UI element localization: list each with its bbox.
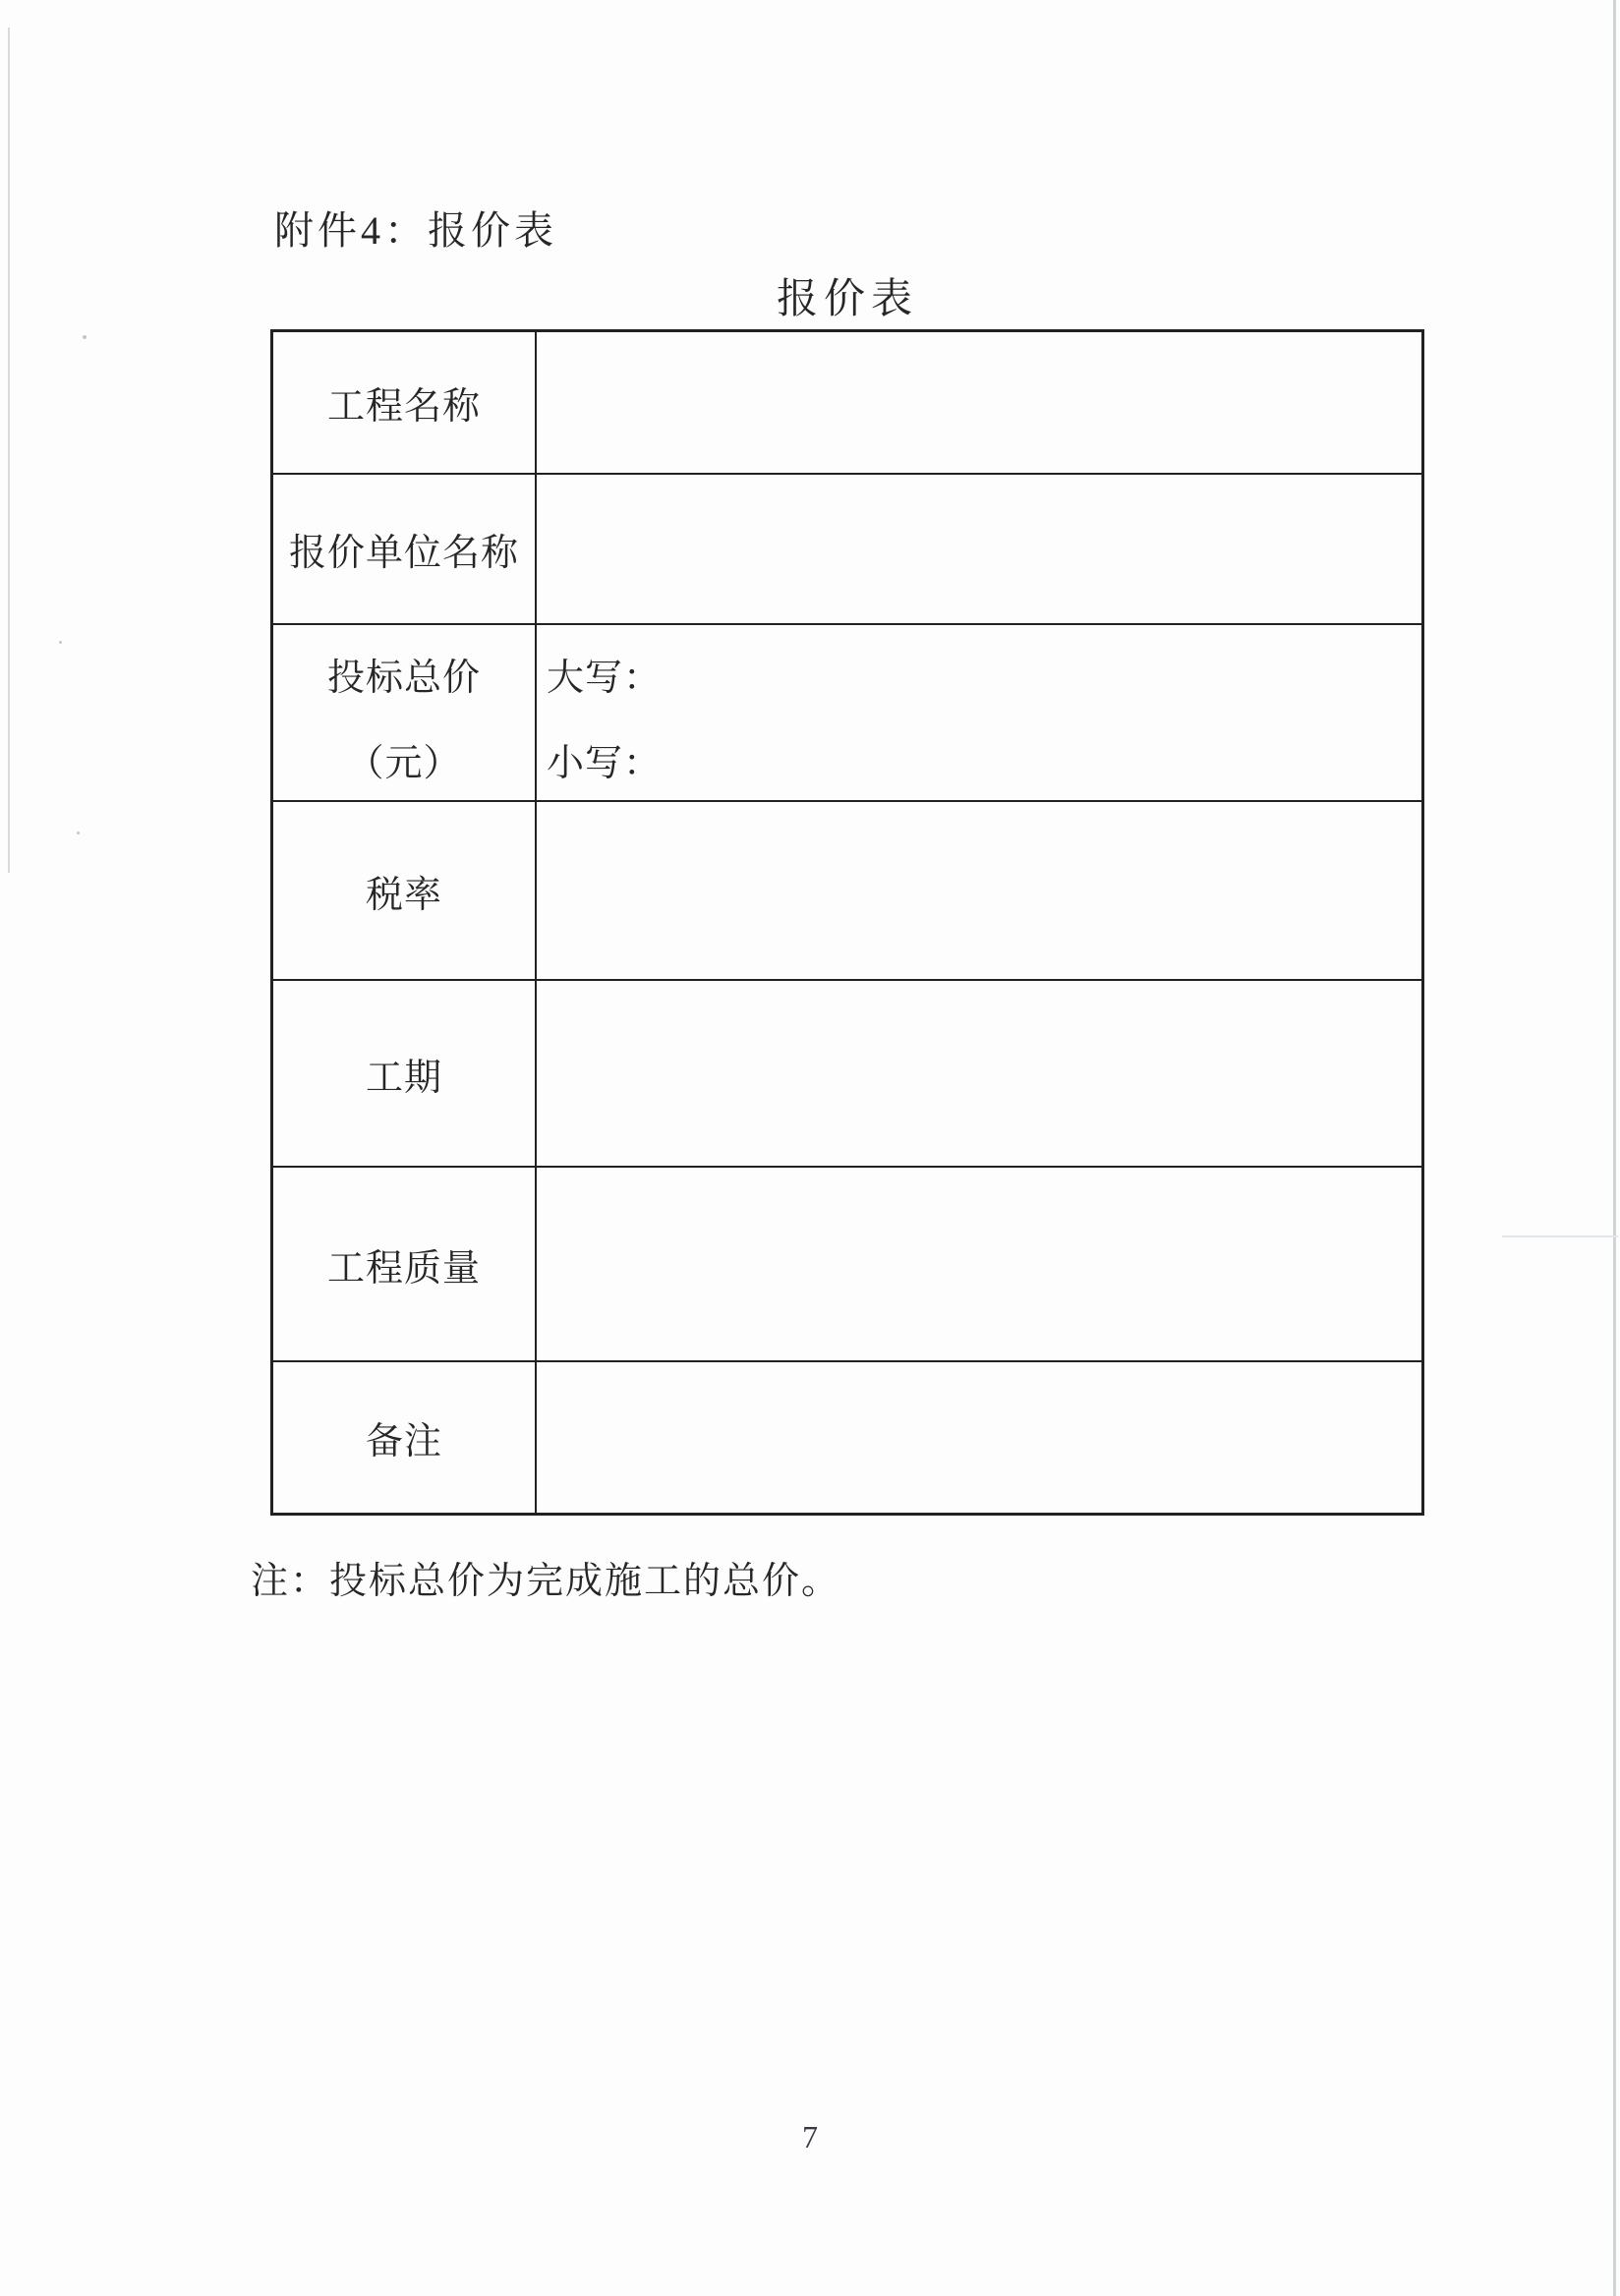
row-label	[273, 625, 537, 800]
table-row-construction-period	[273, 979, 1421, 1166]
table-row-total-bid-price	[273, 623, 1421, 800]
row-label: 备注	[273, 1362, 537, 1513]
scan-speck	[77, 832, 80, 834]
table-row-project-quality	[273, 1166, 1421, 1360]
row-label: 报价单位名称	[273, 475, 537, 623]
table-title: 报价表	[776, 277, 918, 322]
row-content-cell	[537, 332, 1421, 473]
scan-speck	[83, 335, 87, 339]
scan-artifact-right-edge	[1613, 0, 1616, 2296]
row-content-cell	[537, 1168, 1421, 1360]
page-number: 7	[802, 2119, 818, 2154]
row-label: 工期	[273, 981, 537, 1166]
scan-speck	[59, 641, 62, 644]
row-label: 工程名称	[273, 332, 537, 473]
table-row-project-name	[273, 332, 1421, 473]
scan-artifact-horizontal-line	[1502, 1235, 1618, 1237]
row-content-cell	[537, 802, 1421, 979]
row-label-line1: 投标总价	[326, 658, 481, 699]
quotation-table	[270, 329, 1424, 1516]
table-row-bidder-name	[273, 473, 1421, 623]
row-content-cell	[537, 625, 1421, 800]
footnote: 注：投标总价为完成施工的总价。	[251, 1561, 841, 1602]
row-content-cell	[537, 1362, 1421, 1513]
row-content-cell	[537, 475, 1421, 623]
table-row-remarks	[273, 1360, 1421, 1513]
row-label: 税率	[273, 802, 537, 979]
table-row-tax-rate	[273, 800, 1421, 979]
scan-artifact-left-edge	[8, 28, 10, 873]
row-content-cell	[537, 981, 1421, 1166]
amount-in-words-label: 大写：	[547, 658, 663, 699]
attachment-heading: 附件4：报价表	[274, 208, 557, 253]
amount-in-figures-label: 小写：	[547, 743, 663, 784]
row-label-line2: （元）	[346, 743, 462, 784]
row-label: 工程质量	[273, 1168, 537, 1360]
